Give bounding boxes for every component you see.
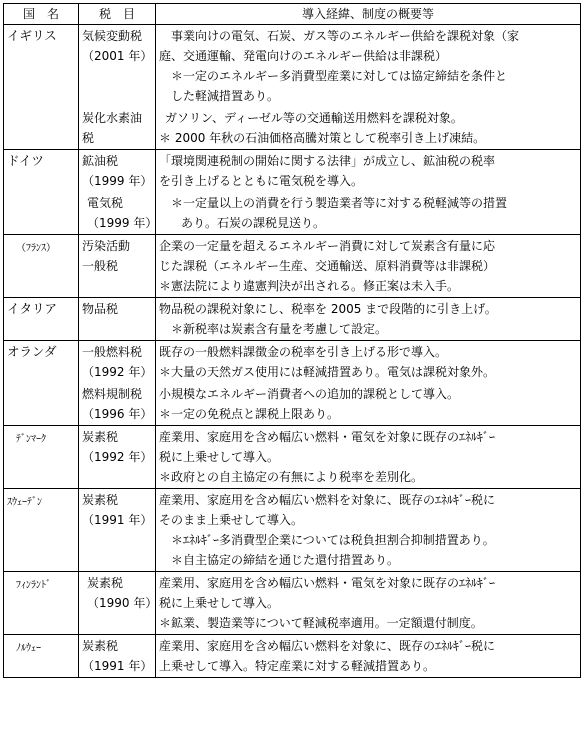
table-row [4,298,581,341]
country-cell: ﾉﾙｳｪｰ [4,635,79,678]
tax-name: 炭素税 [82,430,119,444]
description-line: ガソリン、ディーゼル等の交通輸送用燃料を課税対象。 [165,111,463,125]
description-cell [156,107,581,150]
tax-name: 電気税 [87,196,124,210]
description-line: ＊自主協定の締結を通じた還付措置あり。 [171,553,400,567]
tax-table [3,3,581,678]
country-cell: ﾌｨﾝﾗﾝﾄﾞ [4,572,79,635]
country-cell: オランダ [4,341,79,426]
description-cell [156,341,581,384]
description-cell [156,426,581,489]
tax-year: （1999 年） [82,174,153,188]
description-line: ＊新税率は炭素含有量を考慮して設定。 [171,322,388,336]
table-row [4,25,581,108]
tax-name-cell [79,426,156,489]
description-line: 産業用、家庭用を含め幅広い燃料を対象に、既存のｴﾈﾙｷﾞｰ税に [159,493,496,507]
tax-name-cell [79,383,156,426]
description-line: ＊一定量以上の消費を行う製造業者等に対する税軽減等の措置 [171,196,508,210]
table-row [4,150,581,193]
country-cell: （ﾌﾗﾝｽ） [4,235,79,298]
tax-name: 炭素税 [82,493,119,507]
table-row [4,192,581,235]
tax-name: 汚染活動 [82,239,131,253]
description-line: 産業用、家庭用を含め幅広い燃料・電気を対象に既存のｴﾈﾙｷﾞｰ [159,576,496,590]
description-line: した軽減措置あり。 [171,89,280,103]
tax-name: 炭素税 [87,576,124,590]
description-line: 小規模なエネルギー消費者への追加的課税として導入。 [159,387,460,401]
country-cell: イギリス [4,25,79,150]
description-line: 「環境関連税制の開始に関する法律」が成立し、鉱油税の税率 [159,154,496,168]
header-country: 国 名 [4,4,79,25]
description-line: ＊一定のエネルギー多消費型産業に対しては協定締結を条件と [171,69,508,83]
description-line: 税に上乗せして導入。 [159,450,280,464]
tax-name-cell [79,572,156,635]
tax-name: 物品税 [82,302,119,316]
description-line: ＊鉱業、製造業等について軽減税率適用。一定額還付制度。 [159,616,483,630]
description-line: を引き上げるとともに電気税を導入。 [159,174,364,188]
description-cell [156,298,581,341]
country-cell: ドイツ [4,150,79,235]
description-line: ＊政府との自主協定の有無により税率を差別化。 [159,470,424,484]
tax-name-cell [79,235,156,298]
description-line: 既存の一般燃料課徴金の税率を引き上げる形で導入。 [159,345,448,359]
tax-name-cell [79,489,156,572]
description-line: 事業向けの電気、石炭、ガス等のエネルギー供給を課税対象（家 [171,29,520,43]
tax-year: 一般税 [82,259,119,273]
description-cell [156,192,581,235]
tax-name-cell [79,192,156,235]
description-line: ＊憲法院により違憲判決が出される。修正案は未入手。 [159,279,460,293]
description-cell [156,150,581,193]
description-line: ＊ｴﾈﾙｷﾞｰ多消費型企業については税負担割合抑制措置あり。 [171,533,495,547]
tax-name-cell [79,25,156,108]
tax-year: （1991 年） [82,513,153,527]
tax-name: 炭化水素油 [82,111,143,125]
tax-year: （1990 年） [87,596,158,610]
header-tax: 税 目 [79,4,156,25]
header-row [4,4,581,25]
description-line: あり。石炭の課税見送り。 [181,216,326,230]
description-line: 物品税の課税対象にし、税率を 2005 まで段階的に引き上げ。 [159,302,497,316]
table-row [4,383,581,426]
tax-name: 気候変動税 [82,29,143,43]
description-line: 庭、交通運輸、発電向けのエネルギー供給は非課税） [159,49,448,63]
header-description: 導入経緯、制度の概要等 [156,4,581,25]
country-cell: イタリア [4,298,79,341]
description-line: ＊一定の免税点と課税上限あり。 [159,407,340,421]
tax-name-cell [79,298,156,341]
description-line: 産業用、家庭用を含め幅広い燃料・電気を対象に既存のｴﾈﾙｷﾞｰ [159,430,496,444]
table-row [4,489,581,572]
country-cell: ﾃﾞﾝﾏｰｸ [4,426,79,489]
tax-year: （1991 年） [82,659,153,673]
tax-year: （1999 年） [87,216,158,230]
description-line: ＊大量の天然ガス使用には軽減措置あり。電気は課税対象外。 [159,365,496,379]
tax-name: 一般燃料税 [82,345,143,359]
description-cell [156,235,581,298]
description-cell [156,489,581,572]
description-line: そのまま上乗せして導入。 [159,513,304,527]
tax-name: 鉱油税 [82,154,119,168]
description-cell [156,635,581,678]
tax-year: （2001 年） [82,49,153,63]
description-line: 上乗せして導入。特定産業に対する軽減措置あり。 [159,659,436,673]
table-row [4,426,581,489]
tax-year: （1996 年） [82,407,153,421]
description-cell [156,572,581,635]
tax-name-cell [79,341,156,384]
table-row [4,235,581,298]
description-line: 企業の一定量を超えるエネルギー消費に対して炭素含有量に応 [159,239,496,253]
tax-name: 燃料規制税 [82,387,143,401]
table-row [4,572,581,635]
table-row [4,635,581,678]
tax-year: （1992 年） [82,450,153,464]
tax-name-cell [79,150,156,193]
description-cell [156,383,581,426]
tax-name-cell [79,635,156,678]
tax-name: 炭素税 [82,639,119,653]
description-line: 税に上乗せして導入。 [159,596,280,610]
table-row [4,107,581,150]
country-cell: ｽｳｪｰﾃﾞﾝ [4,489,79,572]
tax-year: （1992 年） [82,365,153,379]
tax-year: 税 [82,131,95,145]
description-line: 産業用、家庭用を含め幅広い燃料を対象に、既存のｴﾈﾙｷﾞｰ税に [159,639,496,653]
table-row [4,341,581,384]
description-cell [156,25,581,108]
tax-name-cell [79,107,156,150]
description-line: ＊ 2000 年秋の石油価格高騰対策として税率引き上げ凍結。 [159,131,486,145]
description-line: じた課税（エネルギー生産、交通輸送、原料消費等は非課税） [159,259,496,273]
